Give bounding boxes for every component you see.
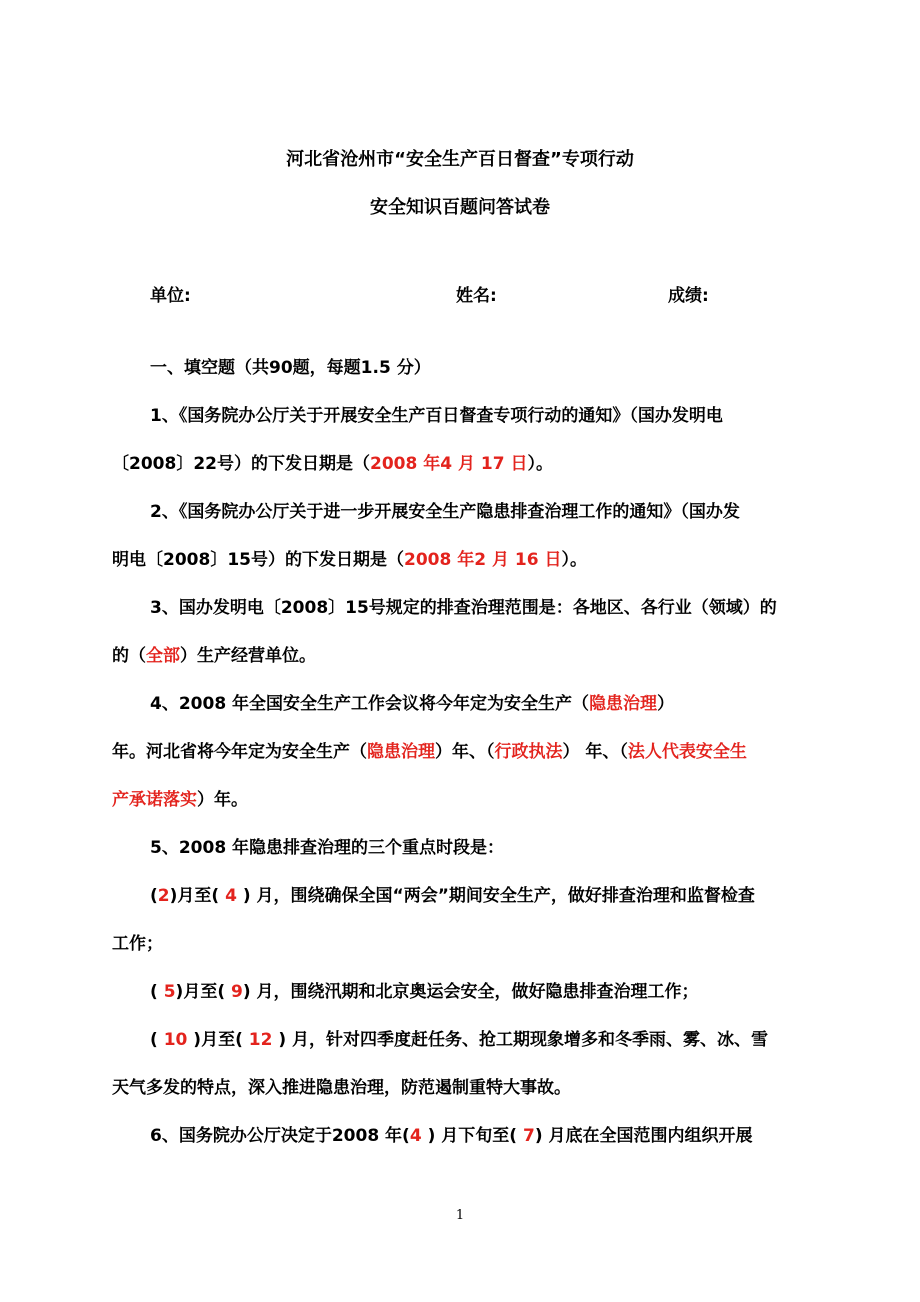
q5-l3-answer-2: 12 [248, 1030, 273, 1050]
title-line-2: 安全知识百题问答试卷 [370, 197, 550, 218]
question-2-line-2 [112, 548, 587, 572]
q5-l2-answer-1: 5 [163, 982, 176, 1002]
question-2-line-1: 2、《国务院办公厅关于进一步开展安全生产隐患排查治理工作的通知》（国办发 [150, 502, 740, 522]
q5-l2-b: )月至( [175, 982, 232, 1002]
question-5-period-2 [150, 980, 699, 1004]
q6-text-3: ) 月底在全国范围内组织开展 [534, 1126, 753, 1146]
question-5-line-1: 5、2008 年隐患排查治理的三个重点时段是： [150, 838, 505, 858]
question-4-line-1 [150, 692, 674, 716]
q5-l3-a: ( [150, 1030, 164, 1050]
q6-text: 6、国务院办公厅决定于2008 年( [150, 1126, 410, 1146]
q4-text-2: ） [657, 694, 675, 714]
q1-text-end: ）。 [527, 454, 553, 474]
page-number: 1 [455, 1208, 465, 1223]
q6-text-2: ) 月下旬至( [421, 1126, 523, 1146]
q3-text: 的（ [112, 646, 146, 666]
q4-text-6: ）年。 [197, 790, 248, 810]
q5-l3-b: )月至( [187, 1030, 249, 1050]
question-1-line-2 [112, 452, 553, 476]
q4-answer-1: 隐患治理 [589, 694, 658, 714]
q4-answer-3: 行政执法 [494, 742, 563, 762]
q4-text-3: 年。河北省将今年定为安全生产（ [112, 742, 367, 762]
q5-l1-a: ( [150, 886, 158, 906]
question-3-line-2 [112, 644, 316, 668]
unit-label: 单位: [150, 286, 191, 306]
q2-answer: 2008 年2 月 16 日 [403, 550, 562, 570]
score-label: 成绩: [668, 286, 709, 306]
q1-answer: 2008 年4 月 17 日 [369, 454, 528, 474]
q5-l2-c: ) 月，围绕汛期和北京奥运会安全，做好隐患排查治理工作； [242, 982, 699, 1002]
name-label: 姓名: [456, 286, 497, 306]
q4-text: 4、2008 年全国安全生产工作会议将今年定为安全生产（ [150, 694, 590, 714]
question-3-line-1: 3、国办发明电〔2008〕15号规定的排查治理范围是：各地区、各行业（领域）的 [150, 598, 777, 618]
question-5-period-1 [150, 884, 755, 908]
q5-l1-c: ) 月，围绕确保全国“两会”期间安全生产，做好排查治理和监督检查 [236, 886, 755, 906]
q5-l3-c: ) 月，针对四季度赶任务、抢工期现象增多和冬季雨、雾、冰、雪 [272, 1030, 769, 1050]
q4-text-5: ） 年、（ [562, 742, 628, 762]
question-5-period-3 [150, 1028, 768, 1052]
q3-text-end: ）生产经营单位。 [180, 646, 316, 666]
q6-answer-2: 7 [522, 1126, 535, 1146]
q4-answer-4a: 法人代表安全生 [627, 742, 747, 762]
question-6-line-1 [150, 1124, 753, 1148]
q4-text-4: ）年、（ [435, 742, 495, 762]
question-1-line-1: 1、《国务院办公厅关于开展安全生产百日督查专项行动的通知》（国办发明电 [150, 406, 723, 426]
q5-l1-b: )月至( [169, 886, 226, 906]
q5-l1-answer-2: 4 [225, 886, 237, 906]
question-5-period-3-cont: 天气多发的特点，深入推进隐患治理，防范遏制重特大事故。 [112, 1078, 571, 1098]
q5-l2-a: ( [150, 982, 164, 1002]
q2-text-end: ）。 [561, 550, 587, 570]
q4-answer-4b: 产承诺落实 [112, 790, 197, 810]
question-4-line-3 [112, 788, 248, 812]
q5-l1-answer-1: 2 [157, 886, 170, 906]
title-line-1: 河北省沧州市“安全生产百日督查”专项行动 [286, 149, 634, 170]
q5-l2-answer-2: 9 [231, 982, 243, 1002]
question-5-period-1-cont: 工作； [112, 934, 163, 954]
q1-text: 〔2008〕22号）的下发日期是（ [112, 454, 370, 474]
q2-text: 明电〔2008〕15号）的下发日期是（ [112, 550, 404, 570]
q5-l3-answer-1: 10 [163, 1030, 188, 1050]
q6-answer-1: 4 [409, 1126, 422, 1146]
q3-answer: 全部 [146, 646, 180, 666]
q4-answer-2: 隐患治理 [367, 742, 435, 762]
question-4-line-2 [112, 740, 747, 764]
section-heading: 一、填空题（共90题，每题1.5 分） [150, 358, 431, 378]
